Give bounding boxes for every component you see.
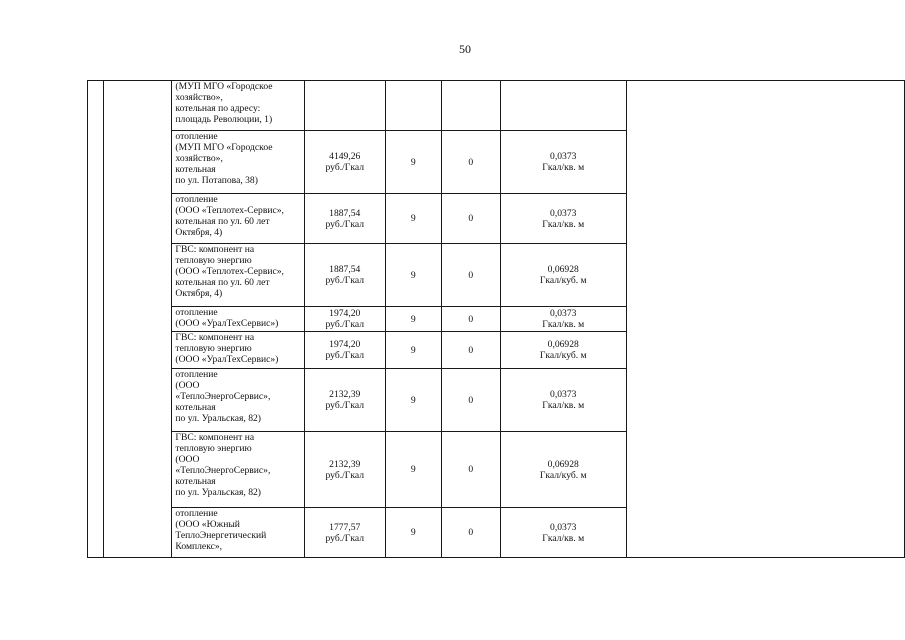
value-cell: 9 <box>385 332 441 369</box>
description-cell: (МУП МГО «Городское хозяйство», котельная по адресу: площадь Революции, 1) <box>172 81 304 131</box>
tariff-cell: 1777,57 руб./Гкал <box>304 508 385 558</box>
description-cell: ГВС: компонент на тепловую энергию (ООО «ТеплоЭнергоСервис», котельная по ул. Уральская, 82) <box>172 432 304 508</box>
tariff-cell: 1974,20 руб./Гкал <box>304 307 385 332</box>
index-column-cell <box>88 81 104 558</box>
tariff-cell: 2132,39 руб./Гкал <box>304 432 385 508</box>
norm-cell: 0,0373 Гкал/кв. м <box>500 131 626 194</box>
value-cell: 0 <box>441 369 500 432</box>
table-body <box>88 81 905 558</box>
tariff-table <box>87 80 905 558</box>
description-cell: ГВС: компонент на тепловую энергию (ООО «УралТехСервис») <box>172 332 304 369</box>
tariff-cell <box>304 81 385 131</box>
tariff-cell: 2132,39 руб./Гкал <box>304 369 385 432</box>
description-cell: ГВС: компонент на тепловую энергию (ООО «Теплотех-Сервис», котельная по ул. 60 лет Октября, 4) <box>172 244 304 307</box>
value-cell: 9 <box>385 131 441 194</box>
description-cell: отопление (МУП МГО «Городское хозяйство», котельная по ул. Потапова, 38) <box>172 131 304 194</box>
group-column-cell <box>103 81 172 558</box>
value-cell: 0 <box>441 332 500 369</box>
value-cell: 9 <box>385 508 441 558</box>
table-row <box>88 81 905 131</box>
norm-cell: 0,0373 Гкал/кв. м <box>500 508 626 558</box>
value-cell: 0 <box>441 194 500 244</box>
norm-cell: 0,0373 Гкал/кв. м <box>500 307 626 332</box>
value-cell: 9 <box>385 194 441 244</box>
description-cell: отопление (ООО «Теплотех-Сервис», котельная по ул. 60 лет Октября, 4) <box>172 194 304 244</box>
tariff-cell: 1887,54 руб./Гкал <box>304 194 385 244</box>
description-cell: отопление (ООО «ТеплоЭнергоСервис», котельная по ул. Уральская, 82) <box>172 369 304 432</box>
tariff-cell: 1887,54 руб./Гкал <box>304 244 385 307</box>
norm-cell: 0,06928 Гкал/куб. м <box>500 244 626 307</box>
notes-column-cell <box>626 81 904 558</box>
value-cell: 9 <box>385 432 441 508</box>
value-cell: 0 <box>441 131 500 194</box>
value-cell: 0 <box>441 432 500 508</box>
value-cell: 9 <box>385 369 441 432</box>
value-cell: 9 <box>385 307 441 332</box>
value-cell: 0 <box>441 307 500 332</box>
norm-cell: 0,0373 Гкал/кв. м <box>500 369 626 432</box>
value-cell <box>441 81 500 131</box>
norm-cell: 0,06928 Гкал/куб. м <box>500 432 626 508</box>
norm-cell: 0,06928 Гкал/куб. м <box>500 332 626 369</box>
value-cell: 0 <box>441 244 500 307</box>
value-cell: 9 <box>385 244 441 307</box>
page-number: 50 <box>459 42 471 56</box>
norm-cell <box>500 81 626 131</box>
norm-cell: 0,0373 Гкал/кв. м <box>500 194 626 244</box>
tariff-cell: 1974,20 руб./Гкал <box>304 332 385 369</box>
tariff-cell: 4149,26 руб./Гкал <box>304 131 385 194</box>
value-cell: 0 <box>441 508 500 558</box>
description-cell: отопление (ООО «УралТехСервис») <box>172 307 304 332</box>
description-cell: отопление (ООО «Южный ТеплоЭнергетический Комплекс», <box>172 508 304 558</box>
value-cell <box>385 81 441 131</box>
